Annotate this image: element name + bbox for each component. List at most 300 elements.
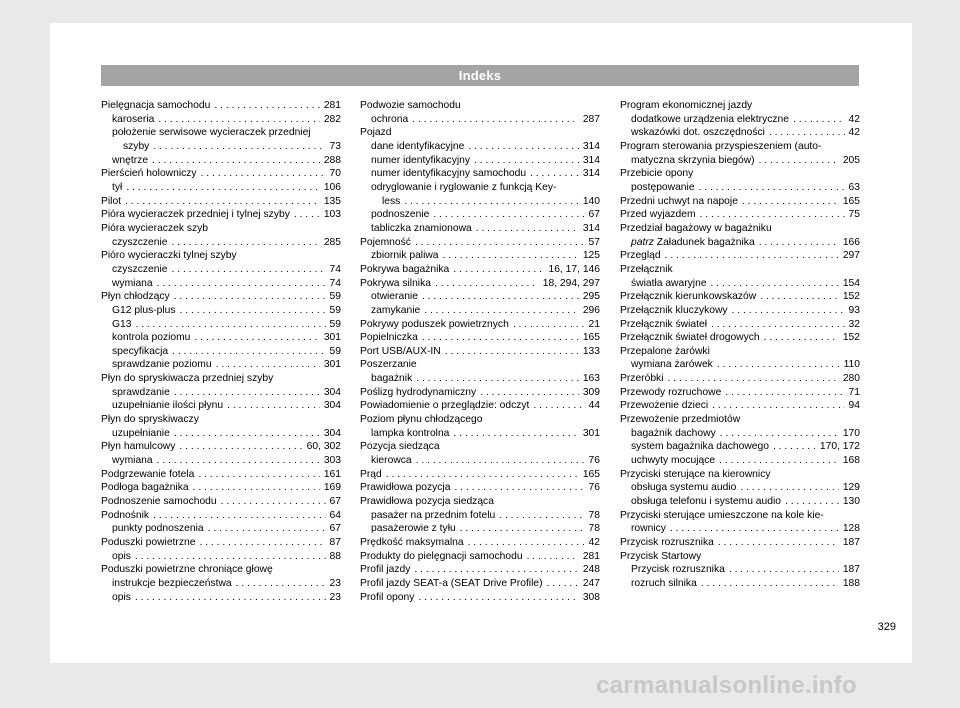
index-entry-term: Pierścień holowniczy [101,168,197,180]
index-entry-term: Przedział bagażowy w bagażniku [620,222,772,234]
index-entry [620,263,860,277]
index-entry-page: 59 [329,318,341,330]
index-entry [101,181,341,195]
dot-leader [172,345,325,359]
index-entry [360,413,600,427]
index-entry-term: Pióro wycieraczki tylnej szyby [101,250,237,262]
dot-leader [236,577,326,591]
index-entry [360,167,600,181]
index-entry [360,577,600,591]
index-entry-page: 16, 17, 146 [548,263,600,275]
dot-leader [227,399,320,413]
dot-leader [454,481,584,495]
index-entry-see-label: patrz [631,236,654,248]
index-entry-term: Podgrzewanie fotela [101,468,195,480]
index-entry [360,427,600,441]
index-entry-term: kontrola poziomu [112,332,191,344]
index-entry-term: uzupełnianie [112,427,170,439]
index-entry-term: Przełącznik świateł [620,318,707,330]
index-entry-page: 76 [588,482,600,494]
dot-leader [416,454,585,468]
index-entry-term: wymiana żarówek [631,359,713,371]
dot-leader [719,454,839,468]
index-entry [101,167,341,181]
index-entry [360,208,600,222]
index-entry-term: dane identyfikacyjne [371,140,465,152]
index-entry-term: numer identyfikacyjny samochodu [371,168,527,180]
dot-leader [701,577,839,591]
dot-leader [416,372,579,386]
index-entry-page: 130 [842,496,860,508]
index-entry [101,140,341,154]
index-entry [101,509,341,523]
index-entry-term: otwieranie [371,291,418,303]
index-entry [620,318,860,332]
index-entry-page: 309 [582,386,600,398]
index-entry-term: Poduszki powietrzne chroniące głowę [101,564,273,576]
index-entry-term: numer identyfikacyjny [371,154,471,166]
index-entry-term: Podnośnik [101,509,150,521]
index-entry-term: Przełącznik kluczykowy [620,304,728,316]
index-entry-term: less [382,195,401,207]
index-entry [620,454,860,468]
index-entry [101,331,341,345]
index-entry [101,318,341,332]
index-entry-term: bagażnik dachowy [631,427,716,439]
index-entry [620,140,860,154]
index-entry-term: Program ekonomicznej jazdy [620,100,753,111]
dot-leader [764,331,839,345]
index-entry-term: Przedni uchwyt na napoje [620,195,738,207]
index-entry-term: Prąd [360,468,382,480]
index-entry-page: 67 [588,209,600,221]
index-entry-term: sprawdzanie [112,386,170,398]
index-entry [620,181,860,195]
index-entry-page: 129 [842,482,860,494]
index-entry-term: karoseria [112,113,155,125]
index-entry-term: wymiana [112,277,153,289]
index-entry [360,399,600,413]
index-entry [101,522,341,536]
index-entry-page: 166 [842,236,860,248]
index-entry-page: 304 [323,386,341,398]
dot-leader [199,536,325,550]
index-entry [101,536,341,550]
index-entry [620,495,860,509]
index-entry-term: Pojazd [360,127,392,139]
index-entry [620,550,860,564]
index-entry-term: Pióra wycieraczek przedniej i tylnej szyby [101,209,290,221]
index-entry [620,563,860,577]
index-entry [620,99,860,113]
index-entry [360,345,600,359]
dot-leader [445,345,579,359]
index-entry-page: 93 [848,304,860,316]
dot-leader [700,208,845,222]
index-entry [360,495,600,509]
dot-leader [717,358,840,372]
index-entry [101,249,341,263]
index-entry-term: Podnoszenie samochodu [101,496,217,508]
index-entry [360,386,600,400]
dot-leader [725,386,844,400]
index-entry [101,358,341,372]
index-entry [620,509,860,523]
index-entry-term: wymiana [112,455,153,467]
dot-leader [174,386,320,400]
index-entry-page: 295 [582,291,600,303]
index-entry [620,440,860,454]
index-entry [620,345,860,359]
index-entry-page: 125 [582,250,600,262]
dot-leader [499,509,584,523]
index-entry-page: 78 [588,523,600,535]
dot-leader [476,222,579,236]
index-entry-term: ochrona [371,113,409,125]
index-entry-term: Pozycja siedząca [360,441,440,453]
dot-leader [201,167,326,181]
index-entry [101,304,341,318]
index-entry-term: zamykanie [371,304,421,316]
dot-leader [180,304,326,318]
index-entry-term: rozruch silnika [631,577,697,589]
index-entry-term: Płyn hamulcowy [101,441,176,453]
dot-leader [404,195,579,209]
index-entry-page: 78 [588,509,600,521]
dot-leader [759,154,839,168]
index-entry-term: Prędkość maksymalna [360,537,464,548]
index-entry [360,277,600,291]
index-entry-term: Przyciski sterujące na kierownicy [620,468,771,480]
index-entry-page: 75 [848,209,860,221]
index-entry-term: Przewożenie przedmiotów [620,414,741,426]
index-entry-page: 303 [323,455,341,467]
index-entry [360,331,600,345]
dot-leader [718,536,839,550]
index-entry-term: czyszczenie [112,236,168,248]
index-entry [101,399,341,413]
index-entry-see-target: Załadunek bagażnika [656,236,755,248]
index-entry [360,550,600,564]
index-entry-term: Prawidłowa pozycja [360,482,451,494]
dot-leader [785,495,839,509]
index-entry-page: 44 [588,400,600,412]
index-entry [360,126,600,140]
index-entry-term: postępowanie [631,181,695,193]
index-entry-page: 281 [582,550,600,562]
index-entry [620,208,860,222]
index-entry-term: Profil jazdy SEAT-a (SEAT Drive Profile) [360,577,543,589]
index-entry-page: 187 [842,537,860,548]
index-entry-page: 140 [582,195,600,207]
index-entry-term: tabliczka znamionowa [371,222,472,234]
index-entry [101,372,341,386]
index-column-2 [360,99,600,604]
index-entry-term: specyfikacja [112,345,169,357]
index-entry [101,427,341,441]
index-entry-page: 165 [842,195,860,207]
index-entry-term: Pokrywy poduszek powietrznych [360,318,509,330]
index-entry-term: wnętrze [112,154,149,166]
index-entry-page: 169 [323,482,341,494]
index-entry-term: Pielęgnacja samochodu [101,100,211,111]
index-entry [620,195,860,209]
index-entry [360,454,600,468]
index-entry-page: 314 [582,154,600,166]
index-entry-term: Podłoga bagażnika [101,482,189,494]
dot-leader [216,358,320,372]
index-column-1 [101,99,341,604]
index-entry-term: szyby [123,140,150,152]
index-column-3 [620,99,860,591]
index-entry [620,481,860,495]
dot-leader [530,167,579,181]
index-entry [101,345,341,359]
dot-leader [415,236,585,250]
dot-leader [460,522,585,536]
index-entry [360,304,600,318]
index-entry-page: 297 [842,250,860,262]
index-entry [101,277,341,291]
index-entry [101,454,341,468]
index-entry-term: sprawdzanie poziomu [112,359,212,371]
index-title-bar [101,65,859,86]
index-entry [101,481,341,495]
index-entry-page: 308 [582,591,600,603]
index-entry [101,550,341,564]
index-entry-page: 205 [842,154,860,166]
index-entry [620,386,860,400]
dot-leader [135,550,326,564]
dot-leader [711,318,845,332]
index-entry [620,154,860,168]
index-entry [360,372,600,386]
index-entry-term: czyszczenie [112,263,168,275]
dot-leader [453,427,578,441]
index-entry-page: 88 [329,550,341,562]
index-entry-term: Przycisk rozrusznika [631,564,725,576]
index-entry-term: Przyciski sterujące umieszczone na kole kie- [620,509,824,521]
index-entry-term: G12 plus-plus [112,304,176,316]
dot-leader [759,236,839,250]
index-entry [360,195,600,209]
dot-leader [711,277,839,291]
index-entry [620,126,860,140]
index-entry-term: zbiornik paliwa [371,250,439,262]
dot-leader [157,277,326,291]
index-entry-page: 165 [582,332,600,344]
index-entry [360,440,600,454]
index-entry-page: 60, 302 [306,441,341,453]
index-entry-term: kierowca [371,455,412,467]
index-entry-term: pasażerowie z tyłu [371,523,456,535]
index-entry-term: Poślizg hydrodynamiczny [360,386,477,398]
index-entry-page: 282 [323,113,341,125]
index-entry-page: 42 [848,113,860,125]
index-entry-term: uzupełnianie ilości płynu [112,400,224,412]
index-entry-term: Przełącznik [620,263,673,275]
dot-leader [135,591,326,605]
index-entry-term: obsługa systemu audio [631,482,737,494]
index-entry [360,509,600,523]
page-number: 329 [877,621,896,633]
index-entry-page: 59 [329,291,341,303]
index-entry-term: światła awaryjne [631,277,707,289]
index-entry-page: 288 [323,154,341,166]
index-entry-page: 59 [329,304,341,316]
index-entry [620,167,860,181]
dot-leader [424,304,579,318]
index-entry [620,372,860,386]
index-entry-term: Przepalone żarówki [620,345,710,357]
index-entry-page: 301 [582,427,600,439]
index-entry-term: Płyn do spryskiwaczy [101,414,199,426]
index-entry-term: Produkty do pielęgnacji samochodu [360,550,523,562]
dot-leader [433,208,584,222]
index-entry-term: Popielniczka [360,332,418,344]
index-entry-page: 110 [843,359,860,371]
index-entry-term: punkty podnoszenia [112,523,204,535]
dot-leader [174,427,320,441]
index-entry-page: 21 [588,318,600,330]
index-entry-page: 170, 172 [819,441,860,453]
index-entry-page: 76 [588,455,600,467]
index-entry-term: Pokrywa silnika [360,277,431,289]
index-entry [360,536,600,550]
index-entry-page: 128 [842,523,860,535]
index-entry-term: bagażnik [371,373,413,385]
index-entry [360,236,600,250]
index-entry-term: Przed wyjazdem [620,209,696,221]
index-entry-page: 42 [588,537,600,548]
index-entry-page: 304 [323,427,341,439]
index-entry [620,536,860,550]
dot-leader [153,140,325,154]
index-entry [360,263,600,277]
index-entry-page: 23 [329,591,341,603]
dot-leader [468,536,585,550]
dot-leader [386,468,579,482]
dot-leader [712,399,844,413]
dot-leader [720,427,839,441]
dot-leader [670,522,839,536]
index-entry-term: Prawidłowa pozycja siedząca [360,496,494,508]
index-entry-term: Płyn chłodzący [101,291,170,303]
index-entry-term: obsługa telefonu i systemu audio [631,496,781,508]
index-entry [620,249,860,263]
dot-leader [172,263,326,277]
index-entry [101,468,341,482]
index-entry-term: Pokrywa bagażnika [360,263,450,275]
index-entry-term: Pilot [101,195,122,207]
index-entry-page: 23 [329,577,341,589]
index-entry [101,413,341,427]
index-entry-page: 314 [582,222,600,234]
index-entry-page: 247 [582,577,600,589]
index-entry [620,304,860,318]
page-title: Indeks [458,68,502,83]
index-entry-term: Powiadomienie o przeglądzie: odczyt [360,400,530,412]
index-entry-page: 168 [842,455,860,467]
index-entry-page: 42 [848,127,860,139]
index-entry-page: 103 [323,209,341,221]
index-entry-term: G13 [112,318,132,330]
dot-leader [422,290,579,304]
dot-leader [773,440,816,454]
dot-leader [194,331,319,345]
index-entry-term: Przewożenie dzieci [620,400,709,412]
index-entry-term: podnoszenie [371,209,430,221]
index-entry [620,222,860,236]
dot-leader [422,331,579,345]
index-entry-page: 301 [323,332,341,344]
index-entry-page: 301 [323,359,341,371]
index-entry [620,236,860,250]
dot-leader [547,577,579,591]
index-entry [620,413,860,427]
index-entry-page: 163 [582,373,600,385]
dot-leader [665,249,839,263]
dot-leader [740,481,838,495]
index-entry-term: Przycisk Startowy [620,550,702,562]
index-entry-page: 287 [582,113,600,125]
index-entry-page: 32 [848,318,860,330]
index-entry [620,577,860,591]
index-entry-term: Profil opony [360,591,415,603]
index-entry-term: opis [112,591,131,603]
index-entry [360,591,600,605]
index-entry [620,113,860,127]
index-entry-page: 304 [323,400,341,412]
index-entry-page: 165 [582,468,600,480]
dot-leader [533,399,584,413]
index-entry [101,208,341,222]
index-entry [620,290,860,304]
index-entry-term: instrukcje bezpieczeństwa [112,577,232,589]
index-entry [101,495,341,509]
index-entry-term: Profil jazdy [360,564,411,576]
index-entry-term: uchwyty mocujące [631,455,716,467]
index-entry-term: lampka kontrolna [371,427,450,439]
index-entry [360,481,600,495]
index-entry [101,290,341,304]
index-entry-page: 154 [842,277,860,289]
index-entry-page: 67 [329,496,341,508]
index-entry [620,522,860,536]
index-entry [360,249,600,263]
dot-leader [172,236,320,250]
index-entry [360,318,600,332]
dot-leader [760,290,839,304]
index-entry [101,386,341,400]
dot-leader [435,277,539,291]
index-entry-page: 314 [582,140,600,152]
index-entry [101,195,341,209]
index-entry-term: pasażer na przednim fotelu [371,509,496,521]
index-entry [101,126,341,140]
index-entry [360,290,600,304]
index-entry-term: Podwozie samochodu [360,100,461,111]
index-entry [101,440,341,454]
index-entry [360,222,600,236]
dot-leader [208,522,326,536]
index-entry [360,140,600,154]
dot-leader [135,318,325,332]
index-entry-page: 57 [588,236,600,248]
dot-leader [453,263,544,277]
dot-leader [480,386,579,400]
index-entry-term: matyczna skrzynia biegów) [631,154,755,166]
